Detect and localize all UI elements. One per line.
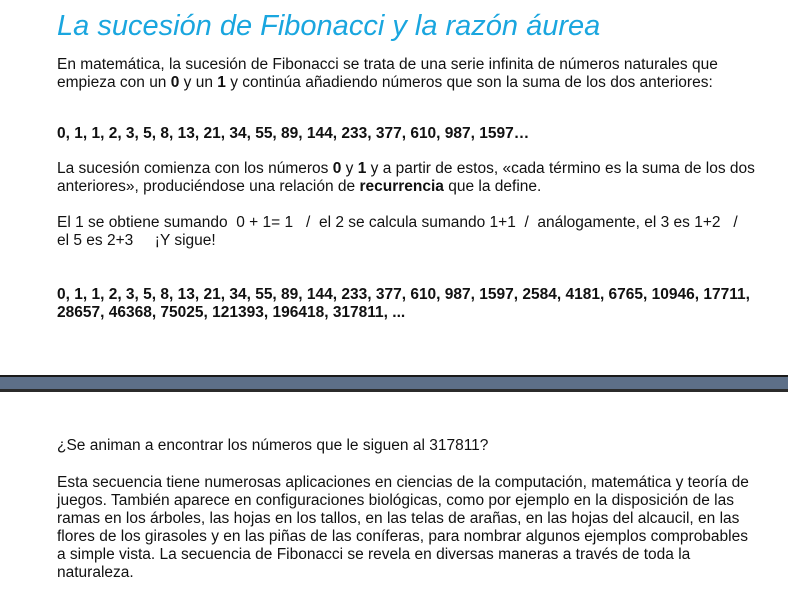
intro-zero: 0 [170,74,180,91]
sequence-long: 0, 1, 1, 2, 3, 5, 8, 13, 21, 34, 55, 89, 144, 233, 377, 610, 987, 1597, 2584, 4181, 6765, 10946, 17711, 28657, 46368, 75025, 121393, 196418, 317811, ... [57,286,750,321]
recurrence-zero: 0 [332,160,342,177]
recurrence-text-4: que la define. [443,178,542,195]
slide-bottom [0,392,788,591]
intro-paragraph [57,56,757,92]
recurrence-keyword: recurrencia [359,178,444,195]
intro-one: 1 [217,74,226,91]
sequence-short: 0, 1, 1, 2, 3, 5, 8, 13, 21, 34, 55, 89, 144, 233, 377, 610, 987, 1597… [57,125,530,142]
intro-text-1: En matemática, la sucesión de Fibonacci se trata de una serie infinita de números naturales que empieza con un [57,56,718,91]
example-paragraph: El 1 se obtiene sumando 0 + 1= 1 / el 2 se calcula sumando 1+1 / análogamente, el 3 es 1+2 / el 5 es 2+3 ¡Y sigue! [57,214,751,249]
recurrence-paragraph [57,160,757,196]
intro-text-2: y un [179,74,218,91]
recurrence-text-3: y a partir de estos, «cada término es la suma de los dos anteriores», produciéndose una relación de [57,160,755,195]
question-paragraph: ¿Se animan a encontrar los números que le siguen al 317811? [57,437,489,454]
recurrence-text-1: La sucesión comienza con los números [57,160,333,177]
slide-divider [0,375,788,392]
divider-band [0,377,788,389]
applications-paragraph: Esta secuencia tiene numerosas aplicaciones en ciencias de la computación, matemática y teoría de juegos. También aparece en configuraciones biológicas, como por ejemplo en la disposición de las ramas en los árboles, las hojas en los tallos, en las telas de arañas, en las hojas del alcaucil, en las flores de los girasoles y en las piñas de las coníferas, para nombrar algunos ejemplos comprobables a simple vista. La secuencia de Fibonacci se revela en diversas maneras a través de toda la naturaleza. [57,474,749,581]
page-title: La sucesión de Fibonacci y la razón áurea [57,10,601,42]
recurrence-text-2: y [341,160,358,177]
intro-text-3: y continúa añadiendo números que son la suma de los dos anteriores: [225,74,713,91]
recurrence-one: 1 [357,160,367,177]
